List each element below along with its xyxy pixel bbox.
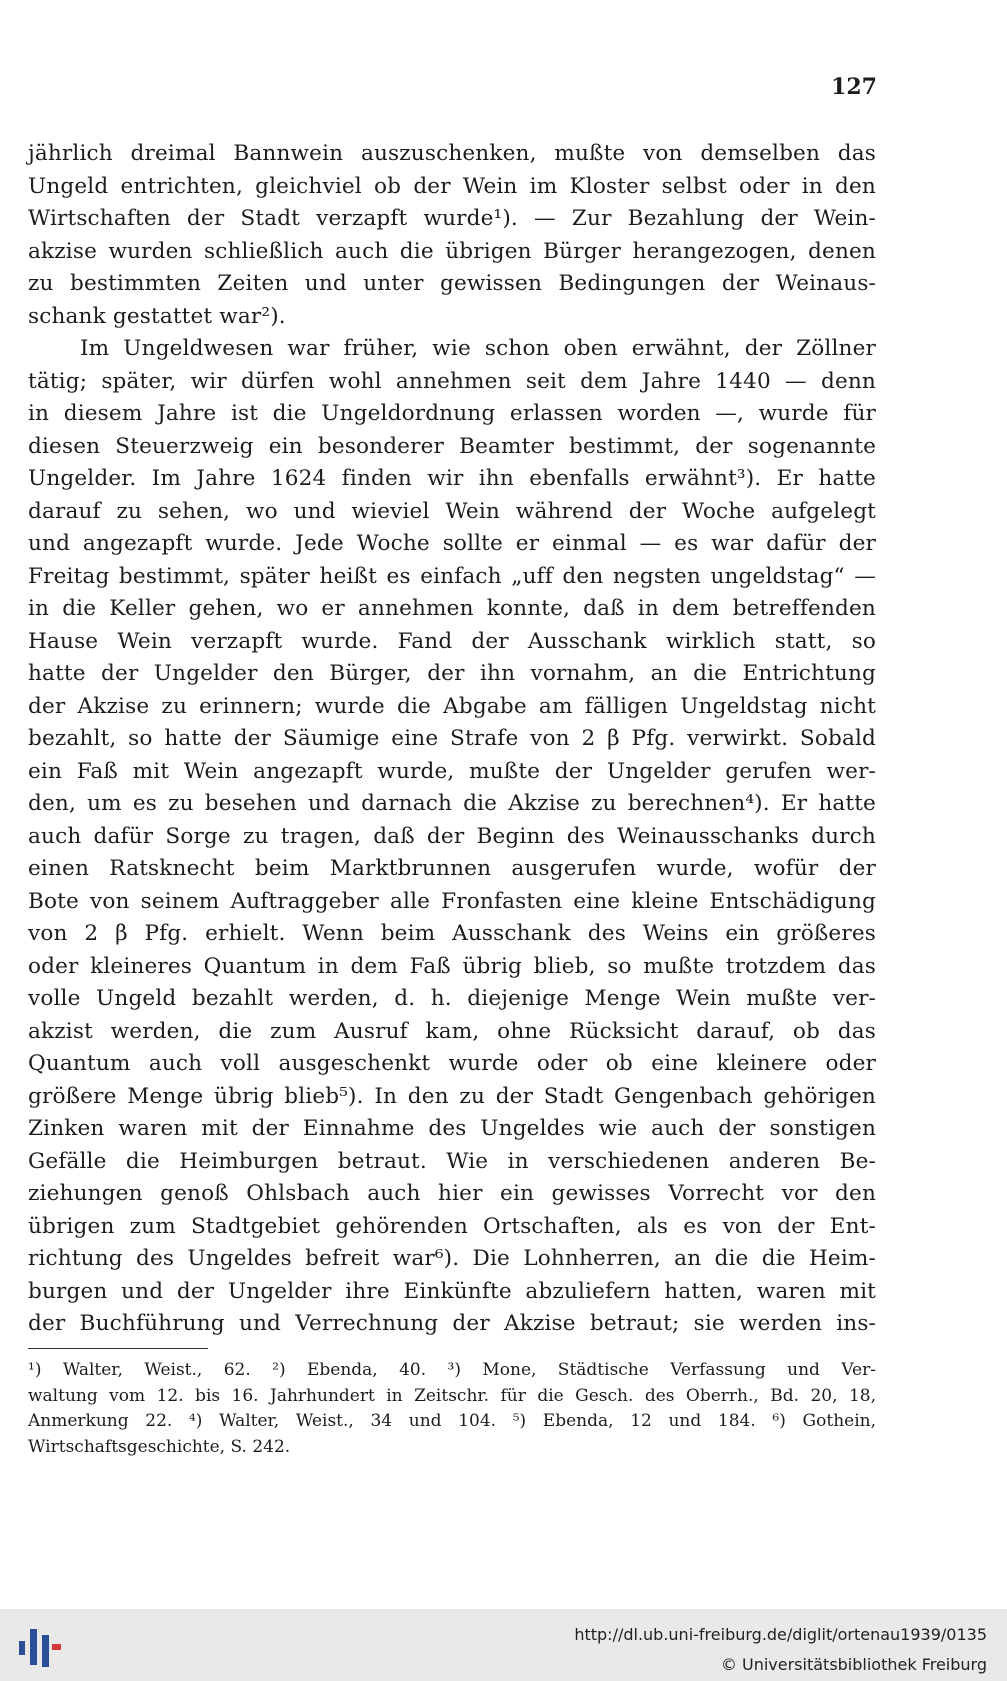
page-number: 127 — [831, 74, 877, 100]
logo-bar-d — [52, 1644, 61, 1650]
footnote-divider — [28, 1348, 208, 1349]
text-line: volle Ungeld bezahlt werden, d. h. diejenige Menge Wein mußte ver- — [28, 986, 876, 1011]
text-line: größere Menge übrig blieb⁵). In den zu der Stadt Gengenbach gehörigen — [28, 1083, 876, 1109]
text-line: schank gestattet war²). — [28, 303, 286, 329]
text-line: Gefälle die Heimburgen betraut. Wie in verschiedenen anderen Be- — [28, 1148, 876, 1174]
text-line: ein Faß mit Wein angezapft wurde, mußte der Ungelder gerufen wer- — [28, 758, 876, 784]
text-line: hatte der Ungelder den Bürger, der ihn vornahm, an die Entrichtung — [28, 661, 876, 686]
text-line: bezahlt, so hatte der Säumige eine Strafe von 2 β Pfg. verwirkt. Sobald — [28, 726, 876, 751]
logo-bar-c — [42, 1635, 49, 1667]
text-line: ziehungen genoß Ohlsbach auch hier ein gewisses Vorrecht vor den — [28, 1181, 876, 1206]
text-line: richtung des Ungeldes befreit war⁶). Die Lohnherren, an die die Heim- — [28, 1246, 876, 1271]
text-line: auch dafür Sorge zu tragen, daß der Beginn des Weinausschanks durch — [28, 823, 876, 849]
text-line: Im Ungeldwesen war früher, wie schon oben erwähnt, der Zöllner — [80, 336, 876, 361]
text-line: zu bestimmten Zeiten und unter gewissen Bedingungen der Weinaus- — [28, 271, 876, 296]
text-line: Hause Wein verzapft wurde. Fand der Ausschank wirklich statt, so — [28, 628, 876, 654]
text-line: einen Ratsknecht beim Marktbrunnen ausgerufen wurde, wofür der — [28, 856, 876, 881]
text-line: der Buchführung und Verrechnung der Akzise betraut; sie werden ins- — [28, 1311, 876, 1336]
text-line: Wirtschaften der Stadt verzapft wurde¹). — Zur Bezahlung der Wein- — [28, 206, 876, 231]
source-url-link[interactable]: http://dl.ub.uni-freiburg.de/diglit/ortenau1939/0135 — [574, 1625, 987, 1644]
text-line: Quantum auch voll ausgeschenkt wurde oder ob eine kleinere oder — [28, 1051, 876, 1076]
text-line: übrigen zum Stadtgebiet gehörenden Ortschaften, als es von der Ent- — [28, 1213, 876, 1239]
text-line: Ungelder. Im Jahre 1624 finden wir ihn ebenfalls erwähnt³). Er hatte — [28, 466, 876, 491]
text-line: diesen Steuerzweig ein besonderer Beamter bestimmt, der sogenannte — [28, 433, 876, 459]
text-line: burgen und der Ungelder ihre Einkünfte abzuliefern hatten, waren mit — [28, 1278, 876, 1304]
copyright-notice: © Universitätsbibliothek Freiburg — [720, 1655, 987, 1674]
text-line: der Akzise zu erinnern; wurde die Abgabe am fälligen Ungeldstag nicht — [28, 693, 876, 719]
footnote-line: Wirtschaftsgeschichte, S. 242. — [28, 1436, 291, 1457]
logo-bar-b — [30, 1629, 37, 1665]
logo-bar-a — [19, 1641, 25, 1655]
text-line: darauf zu sehen, wo und wieviel Wein während der Woche aufgelegt — [28, 498, 876, 524]
footnote-line: waltung vom 12. bis 16. Jahrhundert in Zeitschr. für die Gesch. des Oberrh., Bd. 20, 18, — [28, 1385, 876, 1406]
text-line: und angezapft wurde. Jede Woche sollte er einmal — es war dafür der — [28, 531, 876, 556]
text-line: Zinken waren mit der Einnahme des Ungeldes wie auch der sonstigen — [28, 1116, 876, 1141]
text-line: oder kleineres Quantum in dem Faß übrig blieb, so mußte trotzdem das — [28, 953, 876, 979]
text-line: Bote von seinem Auftraggeber alle Fronfasten eine kleine Entschädigung — [28, 888, 876, 914]
body-text — [28, 138, 876, 1341]
text-line: in die Keller gehen, wo er annehmen konnte, daß in dem betreffenden — [28, 596, 876, 621]
footnote-line: Anmerkung 22. ⁴) Walter, Weist., 34 und 104. ⁵) Ebenda, 12 und 184. ⁶) Gothein, — [28, 1411, 876, 1431]
footnotes — [28, 1358, 876, 1460]
library-logo-icon — [14, 1623, 64, 1671]
text-line: von 2 β Pfg. erhielt. Wenn beim Ausschank des Weins ein größeres — [28, 921, 876, 946]
text-line: Freitag bestimmt, später heißt es einfach „uff den negsten ungeldstag“ — — [28, 563, 876, 589]
text-line: jährlich dreimal Bannwein auszuschenken, mußte von demselben das — [28, 141, 876, 166]
text-line: akzise wurden schließlich auch die übrigen Bürger herangezogen, denen — [28, 238, 876, 264]
text-line: akzist werden, die zum Ausruf kam, ohne Rücksicht darauf, ob das — [28, 1018, 876, 1044]
text-line: den, um es zu besehen und darnach die Akzise zu berechnen⁴). Er hatte — [28, 791, 876, 816]
footnote-line: ¹) Walter, Weist., 62. ²) Ebenda, 40. ³) Mone, Städtische Verfassung und Ver- — [28, 1360, 876, 1380]
text-line: tätig; später, wir dürfen wohl annehmen seit dem Jahre 1440 — denn — [28, 368, 876, 394]
text-line: Ungeld entrichten, gleichviel ob der Wein im Kloster selbst oder in den — [28, 173, 876, 199]
viewer-footer-bar — [0, 1609, 1007, 1681]
text-line: in diesem Jahre ist die Ungeldordnung erlassen worden —, wurde für — [28, 401, 876, 426]
